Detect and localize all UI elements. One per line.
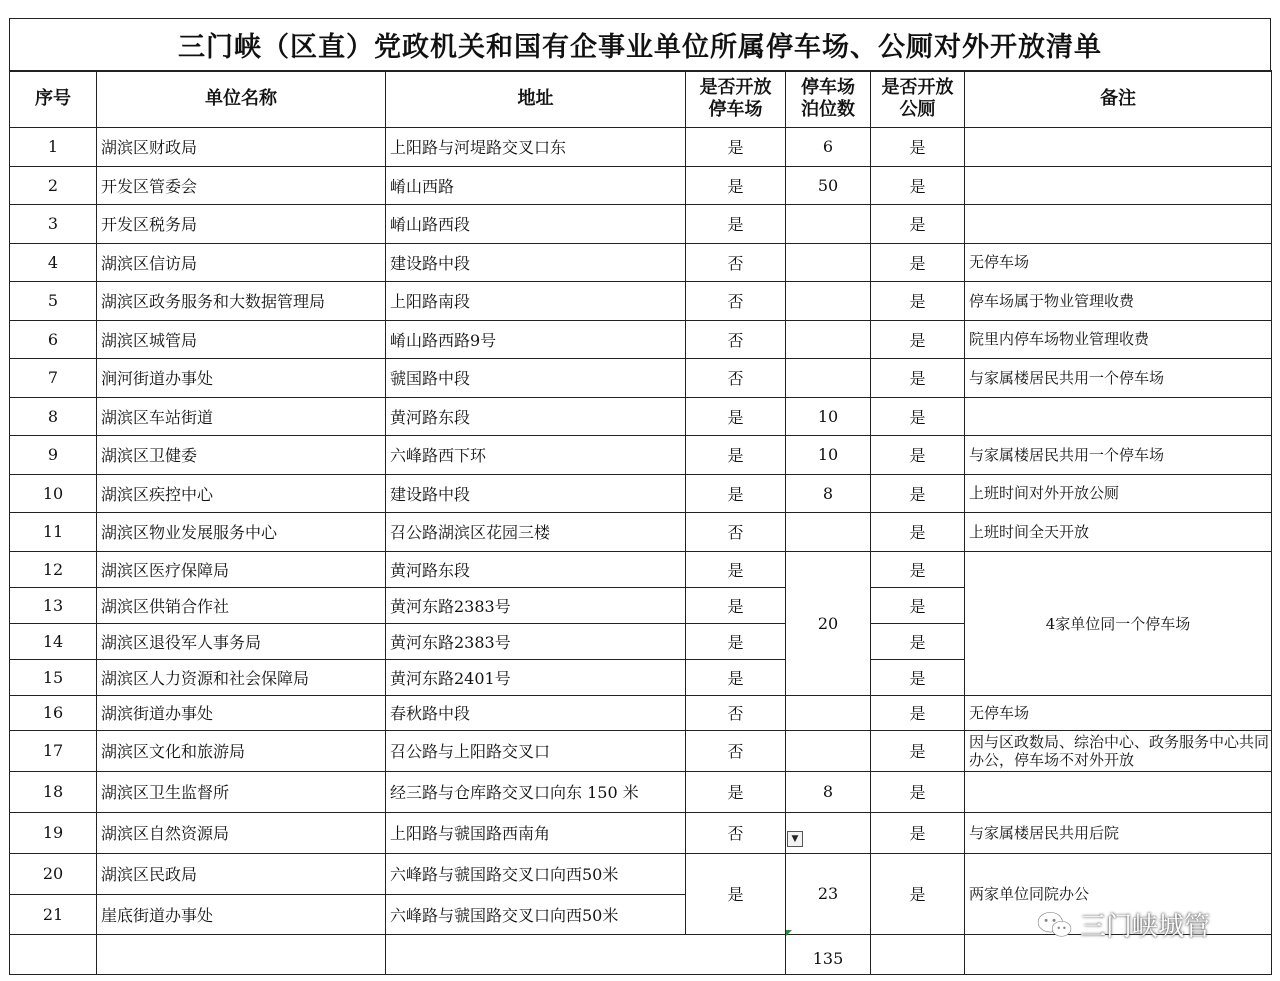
header-spots-line2: 泊位数 [801, 99, 855, 121]
cell-empty [10, 934, 97, 974]
cell-note [965, 397, 1272, 435]
cell-address: 崤山西路 [386, 166, 686, 204]
cell-address: 黄河路东段 [386, 397, 686, 435]
table-row [10, 166, 1272, 204]
header-spots-line1: 停车场 [801, 77, 855, 99]
header-spots [786, 71, 871, 127]
cell-note [965, 166, 1272, 204]
cell-name: 湖滨区退役军人事务局 [97, 623, 386, 659]
cell-no: 13 [10, 587, 97, 623]
cell-name: 湖滨区物业发展服务中心 [97, 512, 386, 551]
cell-spots [786, 320, 871, 358]
table-row [10, 512, 1272, 551]
table-row [10, 730, 1272, 771]
cell-address: 春秋路中段 [386, 695, 686, 730]
cell-toilet: 是 [871, 127, 965, 166]
parking-toilet-table [9, 70, 1272, 975]
cell-parking: 否 [686, 358, 786, 397]
cell-name: 湖滨区人力资源和社会保障局 [97, 659, 386, 695]
header-open-parking-line2: 停车场 [708, 99, 763, 121]
cell-toilet-merged: 是 [871, 853, 965, 934]
header-name: 单位名称 [97, 71, 386, 127]
cell-note: 院里内停车场物业管理收费 [965, 320, 1272, 358]
cell-no: 17 [10, 730, 97, 771]
cell-name: 湖滨区民政局 [97, 853, 386, 894]
cell-spots [786, 695, 871, 730]
cell-toilet: 是 [871, 730, 965, 771]
cell-name: 湖滨区文化和旅游局 [97, 730, 386, 771]
cell-spots: 10 [786, 397, 871, 435]
cell-parking: 是 [686, 435, 786, 474]
table-row [10, 474, 1272, 512]
table-row [10, 853, 1272, 894]
cell-note: 停车场属于物业管理收费 [965, 281, 1272, 320]
cell-toilet: 是 [871, 812, 965, 853]
cell-note: 与家属楼居民共用一个停车场 [965, 435, 1272, 474]
cell-no: 7 [10, 358, 97, 397]
cell-name: 湖滨区政务服务和大数据管理局 [97, 281, 386, 320]
cell-no: 14 [10, 623, 97, 659]
cell-toilet: 是 [871, 166, 965, 204]
cell-name: 湖滨街道办事处 [97, 695, 386, 730]
cell-toilet: 是 [871, 623, 965, 659]
cell-toilet: 是 [871, 397, 965, 435]
wechat-icon [1036, 910, 1074, 940]
header-address: 地址 [386, 71, 686, 127]
cell-toilet: 是 [871, 587, 965, 623]
cell-name: 开发区管委会 [97, 166, 386, 204]
cell-name: 崖底街道办事处 [97, 894, 386, 934]
cell-name: 湖滨区信访局 [97, 243, 386, 281]
cell-no: 12 [10, 551, 97, 587]
cell-note [965, 127, 1272, 166]
cell-spots [786, 204, 871, 243]
cell-name: 湖滨区城管局 [97, 320, 386, 358]
cell-name: 湖滨区供销合作社 [97, 587, 386, 623]
cell-address: 虢国路中段 [386, 358, 686, 397]
cell-spots: 10 [786, 435, 871, 474]
table-row [10, 281, 1272, 320]
table-row [10, 812, 1272, 853]
spreadsheet [9, 18, 1271, 975]
cell-no: 16 [10, 695, 97, 730]
cell-parking: 是 [686, 474, 786, 512]
cell-address: 建设路中段 [386, 474, 686, 512]
cell-no: 8 [10, 397, 97, 435]
cell-address: 建设路中段 [386, 243, 686, 281]
table-row [10, 695, 1272, 730]
cell-parking: 是 [686, 127, 786, 166]
cell-note-merged: 两家单位同院办公 [965, 853, 1272, 934]
cell-address: 黄河东路2383号 [386, 623, 686, 659]
cell-marker-icon [786, 930, 792, 936]
cell-no: 21 [10, 894, 97, 934]
cell-parking: 是 [686, 551, 786, 587]
cell-spots [786, 243, 871, 281]
cell-toilet: 是 [871, 659, 965, 695]
cell-note [965, 204, 1272, 243]
cell-no: 10 [10, 474, 97, 512]
cell-spots: 8 [786, 474, 871, 512]
cell-spots-merged: 20 [786, 551, 871, 695]
table-row [10, 435, 1272, 474]
cell-parking: 否 [686, 281, 786, 320]
cell-no: 2 [10, 166, 97, 204]
cell-no: 9 [10, 435, 97, 474]
header-row [10, 71, 1272, 127]
cell-spots [786, 730, 871, 771]
cell-address: 崤山路西路9号 [386, 320, 686, 358]
cell-parking: 是 [686, 397, 786, 435]
cell-parking: 是 [686, 771, 786, 812]
cell-address: 黄河东路2401号 [386, 659, 686, 695]
cell-note: 无停车场 [965, 243, 1272, 281]
watermark-text: 三门峡城管 [1080, 912, 1211, 942]
cell-no: 11 [10, 512, 97, 551]
cell-toilet: 是 [871, 771, 965, 812]
cell-toilet: 是 [871, 320, 965, 358]
cell-note [965, 771, 1272, 812]
header-open-parking-line1: 是否开放 [699, 77, 772, 99]
table-row [10, 551, 1272, 587]
cell-note-merged: 4家单位同一个停车场 [965, 551, 1272, 695]
cell-parking: 否 [686, 243, 786, 281]
dropdown-arrow-icon[interactable]: ▼ [787, 831, 803, 847]
table-row [10, 771, 1272, 812]
cell-address: 召公路与上阳路交叉口 [386, 730, 686, 771]
cell-address: 上阳路与河堤路交叉口东 [386, 127, 686, 166]
cell-parking: 否 [686, 320, 786, 358]
cell-spots [786, 281, 871, 320]
cell-parking: 否 [686, 512, 786, 551]
cell-toilet: 是 [871, 474, 965, 512]
cell-spots: 50 [786, 166, 871, 204]
header-open-toilet-line1: 是否开放 [881, 77, 954, 99]
cell-name: 湖滨区医疗保障局 [97, 551, 386, 587]
cell-address: 六峰路与虢国路交叉口向西50米 [386, 894, 686, 934]
header-open-toilet-line2: 公厕 [899, 99, 936, 121]
page-title: 三门峡（区直）党政机关和国有企事业单位所属停车场、公厕对外开放清单 [9, 18, 1271, 70]
header-note: 备注 [965, 71, 1272, 127]
table-row [10, 397, 1272, 435]
cell-parking-merged: 是 [686, 853, 786, 934]
cell-no: 20 [10, 853, 97, 894]
cell-note: 与家属楼居民共用一个停车场 [965, 358, 1272, 397]
cell-parking: 是 [686, 166, 786, 204]
cell-name: 涧河街道办事处 [97, 358, 386, 397]
cell-total-spots: 135 [786, 934, 871, 974]
cell-parking: 是 [686, 587, 786, 623]
cell-address: 经三路与仓库路交叉口向东 150 米 [386, 771, 686, 812]
cell-note: 上班时间对外开放公厕 [965, 474, 1272, 512]
cell-address: 黄河路东段 [386, 551, 686, 587]
cell-no: 15 [10, 659, 97, 695]
cell-address: 六峰路西下环 [386, 435, 686, 474]
cell-name: 湖滨区车站街道 [97, 397, 386, 435]
cell-parking: 是 [686, 623, 786, 659]
cell-no: 4 [10, 243, 97, 281]
cell-toilet: 是 [871, 243, 965, 281]
cell-no: 18 [10, 771, 97, 812]
cell-toilet: 是 [871, 281, 965, 320]
cell-name: 湖滨区卫生监督所 [97, 771, 386, 812]
cell-no: 1 [10, 127, 97, 166]
cell-toilet: 是 [871, 551, 965, 587]
cell-parking: 否 [686, 812, 786, 853]
cell-name: 湖滨区财政局 [97, 127, 386, 166]
cell-parking: 是 [686, 204, 786, 243]
cell-name: 湖滨区卫健委 [97, 435, 386, 474]
cell-name: 开发区税务局 [97, 204, 386, 243]
cell-address: 上阳路南段 [386, 281, 686, 320]
header-open-toilet [871, 71, 965, 127]
table-row [10, 358, 1272, 397]
header-open-parking [686, 71, 786, 127]
cell-note: 因与区政数局、综治中心、政务服务中心共同办公，停车场不对外开放 [965, 730, 1272, 771]
cell-parking: 否 [686, 730, 786, 771]
cell-spots: 8 [786, 771, 871, 812]
cell-spots [786, 512, 871, 551]
cell-no: 5 [10, 281, 97, 320]
table-row [10, 243, 1272, 281]
cell-toilet: 是 [871, 435, 965, 474]
cell-spots: 6 [786, 127, 871, 166]
table-row [10, 127, 1272, 166]
cell-parking: 否 [686, 695, 786, 730]
cell-name: 湖滨区自然资源局 [97, 812, 386, 853]
cell-empty [97, 934, 386, 974]
cell-empty [386, 934, 786, 974]
cell-note: 上班时间全天开放 [965, 512, 1272, 551]
cell-no: 6 [10, 320, 97, 358]
cell-empty [871, 934, 965, 974]
cell-toilet: 是 [871, 358, 965, 397]
cell-no: 19 [10, 812, 97, 853]
cell-parking: 是 [686, 659, 786, 695]
cell-spots [786, 358, 871, 397]
cell-note: 无停车场 [965, 695, 1272, 730]
cell-no: 3 [10, 204, 97, 243]
cell-address: 召公路湖滨区花园三楼 [386, 512, 686, 551]
cell-address: 崤山路西段 [386, 204, 686, 243]
cell-address: 六峰路与虢国路交叉口向西50米 [386, 853, 686, 894]
table-row [10, 320, 1272, 358]
table-row [10, 204, 1272, 243]
header-no: 序号 [10, 71, 97, 127]
cell-note: 与家属楼居民共用后院 [965, 812, 1272, 853]
cell-name: 湖滨区疾控中心 [97, 474, 386, 512]
cell-spots-merged: 23 [786, 853, 871, 934]
cell-toilet: 是 [871, 512, 965, 551]
cell-address: 上阳路与虢国路西南角 [386, 812, 686, 853]
cell-toilet: 是 [871, 204, 965, 243]
cell-address: 黄河东路2383号 [386, 587, 686, 623]
watermark [1036, 906, 1210, 943]
cell-toilet: 是 [871, 695, 965, 730]
